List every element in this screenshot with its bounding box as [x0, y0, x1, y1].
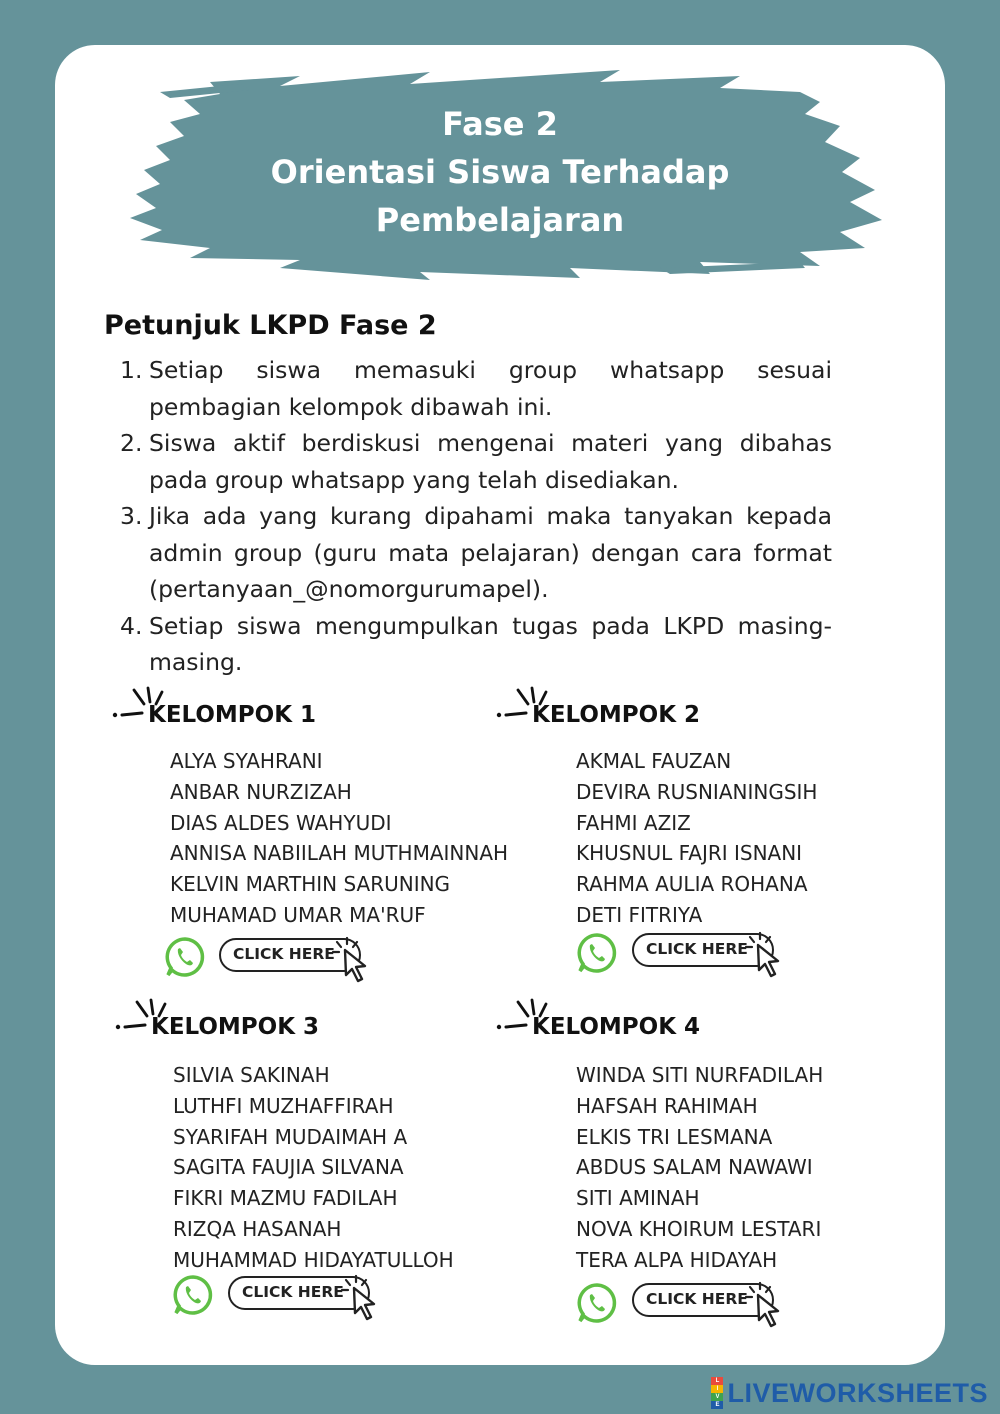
- member-name: ANBAR NURZIZAH: [170, 779, 352, 804]
- member-name: SITI AMINAH: [576, 1186, 700, 1211]
- member-name: DEVIRA RUSNIANINGSIH: [576, 779, 818, 804]
- logo-letter: I: [711, 1385, 723, 1393]
- group-2-click-here-button[interactable]: CLICK HERE: [632, 933, 774, 967]
- banner-line-1: Fase 2: [442, 105, 558, 143]
- member-list: [576, 1060, 823, 1276]
- logo-letter: L: [711, 1377, 723, 1385]
- instruction-item: [104, 425, 832, 498]
- group-title: KELOMPOK 3: [151, 1014, 320, 1040]
- instructions-list: [104, 352, 832, 681]
- cursor-click-icon: [331, 936, 371, 988]
- member-name: RAHMA AULIA ROHANA: [576, 872, 808, 897]
- member-name: KELVIN MARTHIN SARUNING: [170, 872, 451, 897]
- member-name: KHUSNUL FAJRI ISNANI: [576, 841, 803, 866]
- member-name: RIZQA HASANAH: [173, 1216, 342, 1241]
- member-name: DETI FITRIYA: [576, 902, 703, 927]
- member-name: FIKRI MAZMU FADILAH: [173, 1186, 398, 1211]
- group-3-click-here-button[interactable]: CLICK HERE: [228, 1276, 370, 1310]
- group-4-click-here-button[interactable]: CLICK HERE: [632, 1283, 774, 1317]
- banner-line-2: Orientasi Siswa Terhadap: [270, 153, 730, 191]
- whatsapp-icon[interactable]: [164, 936, 206, 978]
- instructions-title: Petunjuk LKPD Fase 2: [104, 310, 437, 341]
- liveworksheets-logo: [711, 1377, 723, 1409]
- member-list: [173, 1060, 454, 1276]
- instruction-item: [104, 608, 832, 681]
- instruction-text: Jika ada yang kurang dipahami maka tanyakan kepada admin group (guru mata pelajaran) dengan cara format (pertanyaan_@nomorgurumapel).: [149, 502, 832, 603]
- member-name: LUTHFI MUZHAFFIRAH: [173, 1093, 394, 1118]
- logo-letter: E: [711, 1401, 723, 1409]
- member-name: NOVA KHOIRUM LESTARI: [576, 1216, 822, 1241]
- cursor-click-icon: [340, 1274, 380, 1326]
- group-1-click-here-button[interactable]: CLICK HERE: [219, 938, 361, 972]
- instruction-number: 1.: [120, 356, 143, 384]
- group-title: KELOMPOK 1: [148, 702, 317, 728]
- member-name: MUHAMAD UMAR MA'RUF: [170, 902, 426, 927]
- instruction-text: Siswa aktif berdiskusi mengenai materi yang dibahas pada group whatsapp yang telah disediakan.: [149, 429, 832, 494]
- banner-title: [140, 100, 860, 244]
- whatsapp-icon[interactable]: [576, 932, 618, 974]
- member-name: ABDUS SALAM NAWAWI: [576, 1155, 813, 1180]
- watermark-text: LIVEWORKSHEETS: [727, 1377, 988, 1408]
- logo-letter: V: [711, 1393, 723, 1401]
- cursor-click-icon: [744, 1281, 784, 1333]
- whatsapp-icon[interactable]: [576, 1282, 618, 1324]
- banner-line-3: Pembelajaran: [375, 201, 625, 239]
- instruction-item: [104, 352, 832, 425]
- member-list: [576, 746, 817, 931]
- member-name: ANNISA NABIILAH MUTHMAINNAH: [170, 841, 509, 866]
- member-name: ALYA SYAHRANI: [170, 749, 323, 773]
- member-name: SILVIA SAKINAH: [173, 1063, 330, 1087]
- member-name: SAGITA FAUJIA SILVANA: [173, 1155, 404, 1180]
- member-name: SYARIFAH MUDAIMAH A: [173, 1124, 408, 1149]
- member-name: TERA ALPA HIDAYAH: [576, 1247, 778, 1272]
- member-name: HAFSAH RAHIMAH: [576, 1093, 758, 1118]
- instruction-text: Setiap siswa memasuki group whatsapp sesuai pembagian kelompok dibawah ini.: [149, 356, 832, 421]
- instruction-item: [104, 498, 832, 608]
- member-list: [170, 746, 508, 931]
- group-title: KELOMPOK 4: [532, 1014, 701, 1040]
- member-name: WINDA SITI NURFADILAH: [576, 1063, 824, 1087]
- liveworksheets-watermark[interactable]: [711, 1378, 988, 1408]
- group-title: KELOMPOK 2: [532, 702, 701, 728]
- member-name: ELKIS TRI LESMANA: [576, 1124, 773, 1149]
- member-name: FAHMI AZIZ: [576, 810, 691, 835]
- instruction-number: 3.: [120, 502, 143, 530]
- member-name: MUHAMMAD HIDAYATULLOH: [173, 1247, 454, 1272]
- member-name: AKMAL FAUZAN: [576, 749, 732, 773]
- cursor-click-icon: [744, 931, 784, 983]
- instruction-number: 4.: [120, 611, 143, 640]
- instruction-number: 2.: [120, 429, 143, 457]
- whatsapp-icon[interactable]: [172, 1274, 214, 1316]
- member-name: DIAS ALDES WAHYUDI: [170, 810, 392, 835]
- instruction-text: Setiap siswa mengumpulkan tugas pada LKPD masing-masing.: [149, 611, 832, 676]
